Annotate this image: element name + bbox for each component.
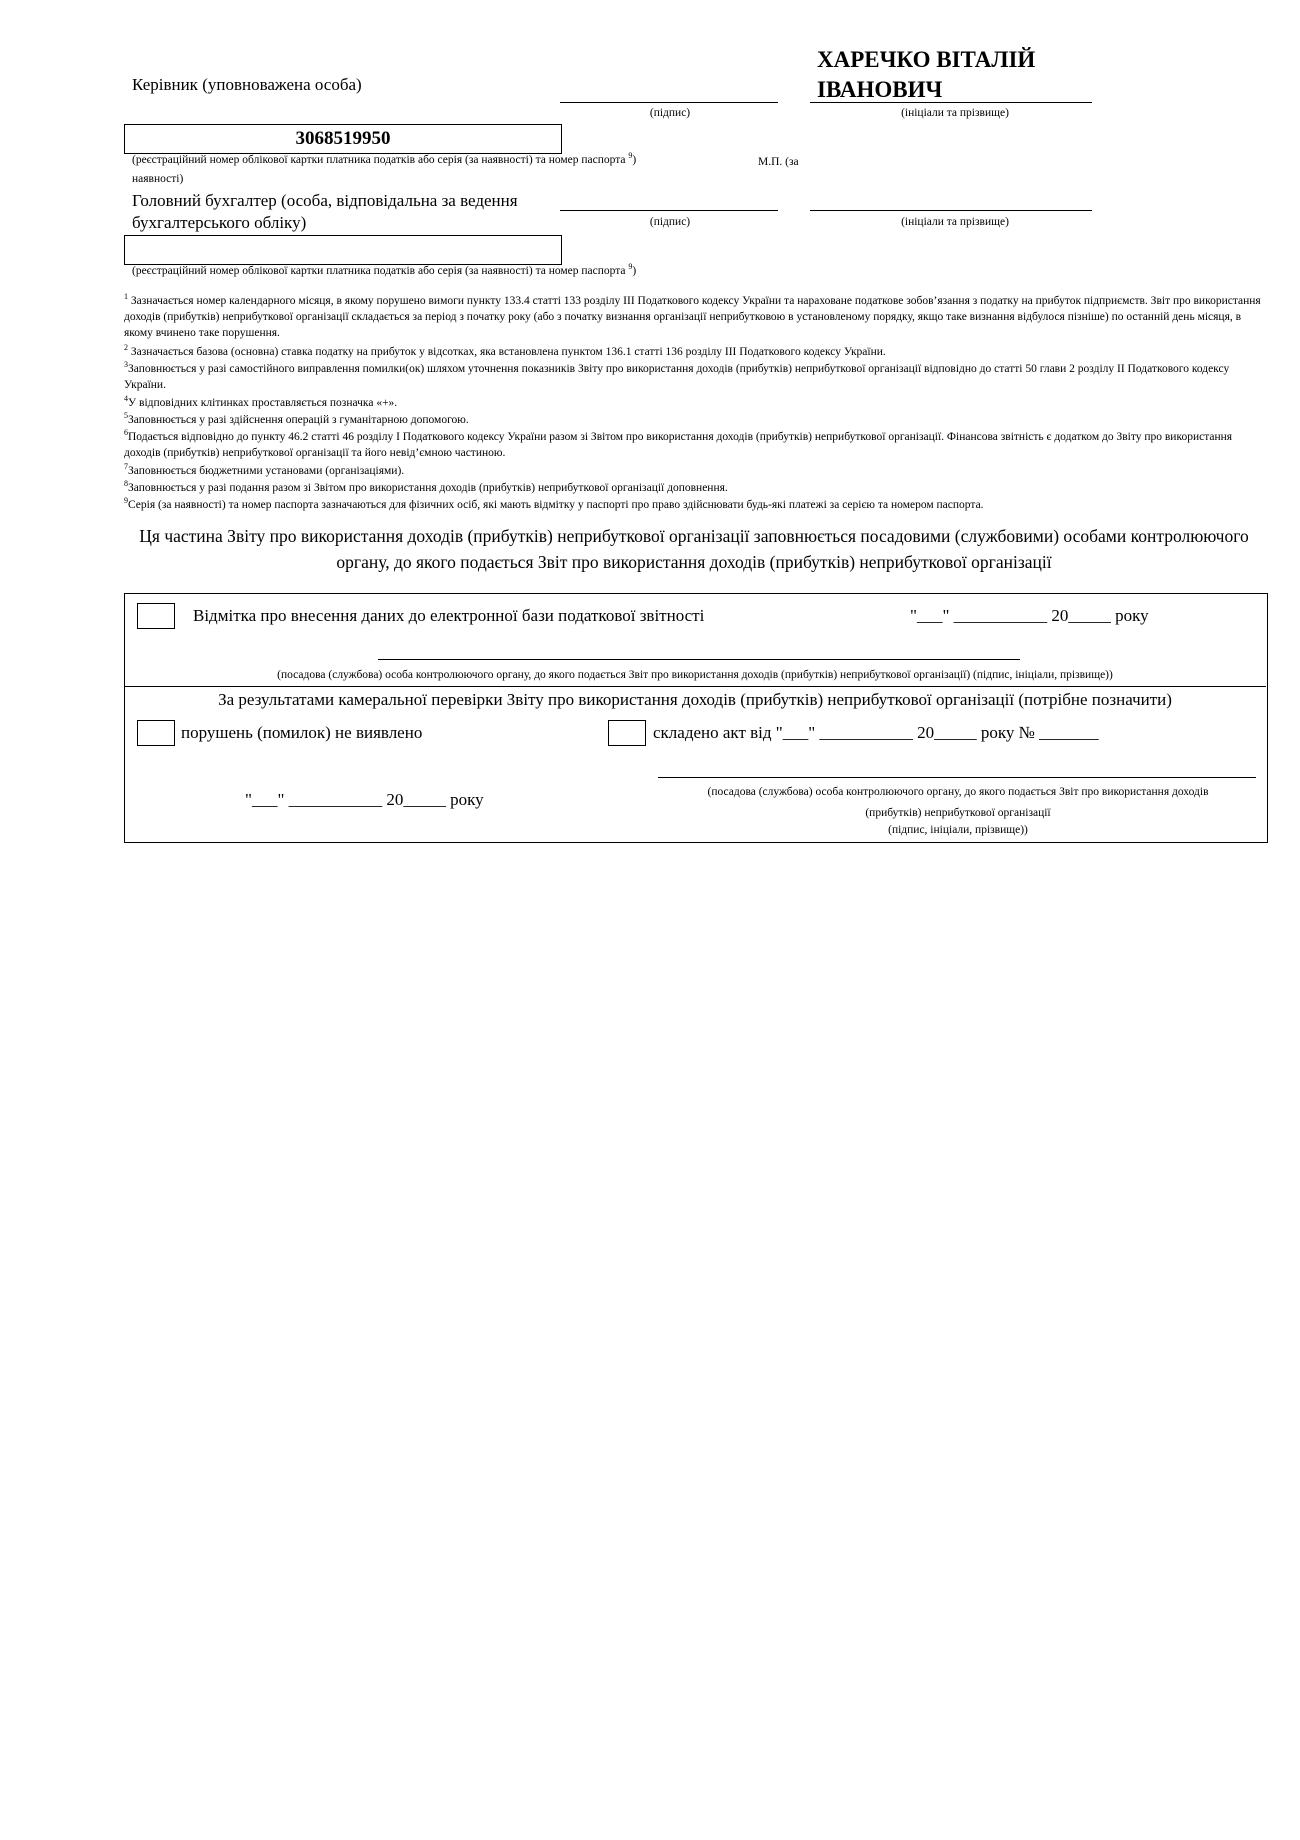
accountant-label <box>132 190 518 234</box>
act-drawn-checkbox[interactable] <box>608 720 646 746</box>
footnote-3-num: 3 <box>124 360 128 369</box>
footnote-9-num: 9 <box>124 496 128 505</box>
accountant-label-line1: Головний бухгалтер (особа, відповідальна за ведення <box>132 191 518 210</box>
footnote-2 <box>124 344 1264 360</box>
control-heading <box>124 523 1264 575</box>
footnote-2-num: 2 <box>124 343 128 352</box>
act-drawn-label[interactable]: складено акт від "___" ___________ 20_____ року № _______ <box>653 723 1099 742</box>
footnote-1-num: 1 <box>124 292 128 301</box>
footnote-3 <box>124 361 1264 393</box>
footnote-4-text: У відповідних клітинках проставляється позначка «+». <box>128 397 398 409</box>
footnote-7-num: 7 <box>124 462 128 471</box>
footnote-7 <box>124 463 1264 479</box>
footnote-8-num: 8 <box>124 479 128 488</box>
result-caption-line2: (прибутків) неприбуткової організації <box>865 807 1051 819</box>
official-caption: (посадова (службова) особа контролюючого органу, до якого подається Звіт про використання доходів (прибутків) неприбуткової організації) (підпис, ініціали, прізвище)) <box>277 669 1113 681</box>
database-mark-checkbox[interactable] <box>137 603 175 629</box>
head-tax-caption-text: (реєстраційний номер облікової картки платника податків або серія (за наявності) та номер паспорта <box>132 154 626 166</box>
footnote-8-text: Заповнюється у разі подання разом зі Звітом про використання доходів (прибутків) неприбуткової організації доповнення. <box>128 482 728 494</box>
footnote-5-num: 5 <box>124 411 128 420</box>
head-initials-caption: (ініціали та прізвище) <box>901 107 1009 119</box>
footnote-6 <box>124 429 1264 461</box>
head-name <box>817 45 1097 105</box>
head-tax-number: 3068519950 <box>295 128 391 149</box>
result-date[interactable]: "___" ___________ 20_____ року <box>245 790 484 809</box>
footnote-8 <box>124 480 1264 496</box>
result-signature-line <box>658 777 1256 778</box>
footnote-7-text: Заповнюється бюджетними установами (організаціями). <box>128 465 405 477</box>
stamp-label: М.П. (за <box>758 156 799 168</box>
footnote-6-num: 6 <box>124 428 128 437</box>
no-violations-checkbox[interactable] <box>137 720 175 746</box>
database-mark-date[interactable]: "___" ___________ 20_____ року <box>910 606 1149 625</box>
database-mark-label: Відмітка про внесення даних до електронної бази податкової звітності <box>193 606 705 625</box>
official-signature-line <box>378 659 1020 660</box>
control-heading-line1: Ця частина Звіту про використання доходів (прибутків) неприбуткової організації заповнюється посадовими (службовими) особами контролюючого <box>139 526 1249 546</box>
head-name-line2: ІВАНОВИЧ <box>817 77 943 102</box>
head-signature-caption: (підпис) <box>649 107 691 119</box>
footnote-2-text: Зазначається базова (основна) ставка податку на прибуток у відсотках, яка встановлена пунктом 136.1 статті 136 розділу ІІІ Податкового кодексу України. <box>128 346 886 358</box>
result-caption-line3: (підпис, ініціали, прізвище)) <box>888 824 1028 836</box>
footnote-9-text: Серія (за наявності) та номер паспорта зазначаються для фізичних осіб, які мають відмітку у паспорті про право здійснювати будь-які платежі за серією та номером паспорта. <box>128 499 984 511</box>
accountant-tax-caption-end: ) <box>632 265 637 277</box>
accountant-signature-line <box>560 210 778 211</box>
panel-divider <box>124 686 1266 687</box>
footnote-4 <box>124 395 1264 411</box>
footnote-5 <box>124 412 1264 428</box>
result-caption-line1: (посадова (службова) особа контролюючого органу, до якого подається Звіт про використання доходів <box>707 786 1209 798</box>
head-name-line1: ХАРЕЧКО ВІТАЛІЙ <box>817 47 1036 72</box>
head-label: Керівник (уповноважена особа) <box>132 75 362 94</box>
footnote-3-text: Заповнюється у разі самостійного виправлення помилки(ок) шляхом уточнення показників Звіту про використання доходів (прибутків) неприбуткової організації відповідно до статті 50 глави 2 розділу ІІ Податкового кодексу України. <box>124 363 1230 391</box>
footnote-1 <box>124 293 1264 341</box>
footnote-4-num: 4 <box>124 394 128 403</box>
footnote-6-text: Подається відповідно до пункту 46.2 статті 46 розділу І Податкового кодексу України разом зі Звітом про використання доходів (прибутків) неприбуткової організації. Фінансова звітність є додатком до Звіту про використання доходів (прибутків) неприбуткової організації та його невід’ємною частиною. <box>124 431 1233 459</box>
head-tax-number-field[interactable] <box>124 124 562 154</box>
accountant-tax-caption <box>132 262 637 277</box>
accountant-tax-caption-sup: 9 <box>628 262 633 271</box>
head-tax-caption-cont: наявності) <box>132 173 184 185</box>
footnote-5-text: Заповнюється у разі здійснення операцій з гуманітарною допомогою. <box>128 414 469 426</box>
footnote-9 <box>124 497 1264 513</box>
head-initials-line <box>810 102 1092 103</box>
head-signature-line <box>560 102 778 103</box>
control-heading-line2: органу, до якого подається Звіт про використання доходів (прибутків) неприбуткової організації <box>336 552 1052 572</box>
result-caption <box>660 784 1256 839</box>
head-tax-caption <box>132 151 637 166</box>
footnote-1-text: Зазначається номер календарного місяця, в якому порушено вимоги пункту 133.4 статті 133 розділу ІІІ Податкового кодексу України та нараховане податкове зобов’язання з податку на прибуток підприємств. Звіт про використання доходів (прибутків) неприбуткової організації складається за період з початку року (або з початку визнання організації неприбутковою в установленому порядку, якщо таке визнання відбулося пізніше) по останній день місяця, в якому вчинено таке порушення. <box>124 295 1261 339</box>
accountant-tax-number-field[interactable] <box>124 235 562 265</box>
accountant-tax-caption-text: (реєстраційний номер облікової картки платника податків або серія (за наявності) та номер паспорта <box>132 265 626 277</box>
results-title: За результатами камеральної перевірки Звіту про використання доходів (прибутків) неприбуткової організації (потрібне позначити) <box>218 690 1172 709</box>
head-tax-caption-sup: 9 <box>628 151 633 160</box>
no-violations-label: порушень (помилок) не виявлено <box>181 723 423 742</box>
accountant-label-line2: бухгалтерського обліку) <box>132 213 307 232</box>
accountant-initials-caption: (ініціали та прізвище) <box>901 216 1009 228</box>
accountant-signature-caption: (підпис) <box>649 216 691 228</box>
accountant-initials-line <box>810 210 1092 211</box>
head-tax-caption-end: ) <box>632 154 637 166</box>
